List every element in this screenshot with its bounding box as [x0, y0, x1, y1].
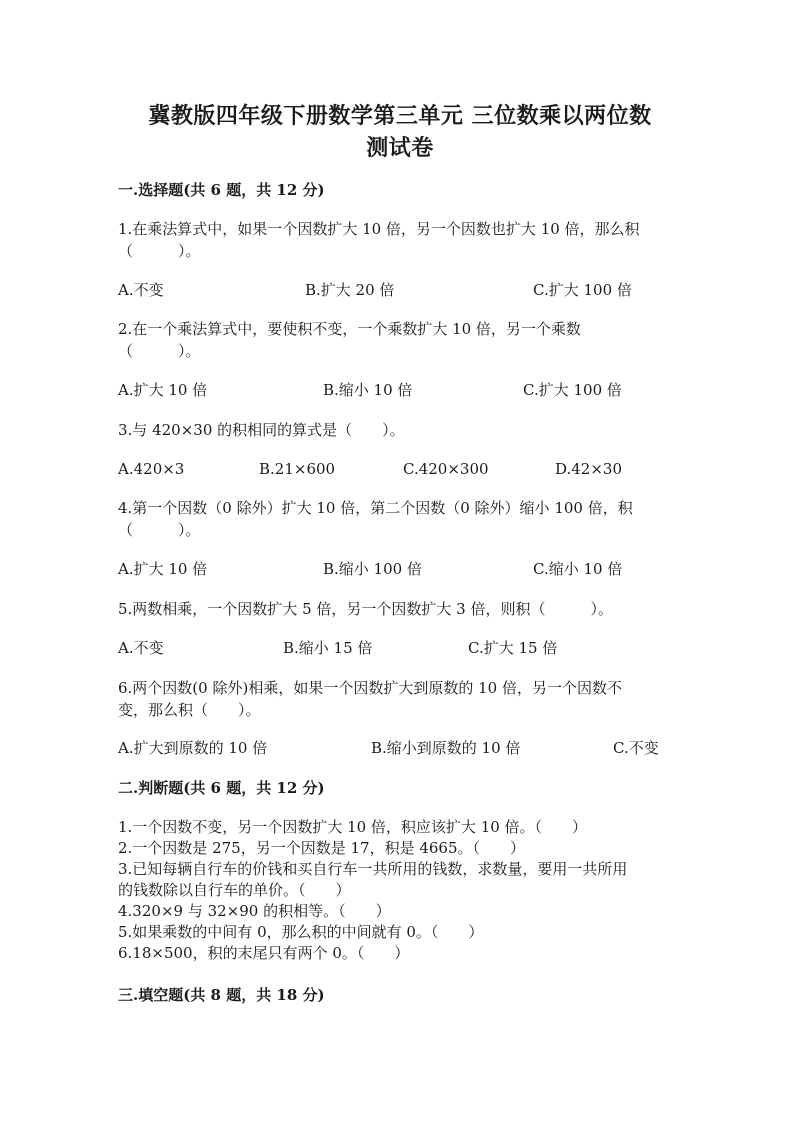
question-1	[118, 218, 678, 262]
judgment-item: 3.已知每辆自行车的价钱和买自行车一共所用的钱数，求数量，要用一共所用	[118, 860, 628, 878]
option-b: B.缩小 10 倍	[323, 381, 413, 399]
option-a: A.420×3	[118, 460, 185, 478]
option-c: C.不变	[613, 739, 659, 757]
section-heading-choice: 一.选择题(共 6 题，共 12 分)	[118, 181, 325, 199]
option-c: C.420×300	[403, 460, 489, 478]
option-a: A.扩大到原数的 10 倍	[118, 739, 268, 757]
judgment-item: 6.18×500，积的末尾只有两个 0。（ ）	[118, 944, 410, 962]
question-text: 3.与 420×30 的积相同的算式是（ ）。	[118, 421, 405, 439]
question-text-continued: 变，那么积（ ）。	[118, 701, 261, 719]
question-text-continued: （ ）。	[118, 342, 201, 360]
question-2	[118, 318, 678, 362]
section-heading-fill-in: 三.填空题(共 8 题，共 18 分)	[118, 986, 325, 1004]
question-text: 5.两数相乘，一个因数扩大 5 倍，另一个因数扩大 3 倍，则积（ ）。	[118, 600, 613, 618]
question-3	[118, 419, 678, 441]
question-text: 4.第一个因数（0 除外）扩大 10 倍，第二个因数（0 除外）缩小 100 倍，积	[118, 499, 633, 517]
question-text-continued: （ ）。	[118, 242, 201, 260]
judgment-item: 4.320×9 与 32×90 的积相等。（ ）	[118, 902, 391, 920]
question-text: 6.两个因数(0 除外)相乘，如果一个因数扩大到原数的 10 倍，另一个因数不	[118, 679, 622, 697]
document-title: 冀教版四年级下册数学第三单元 三位数乘以两位数	[148, 103, 652, 129]
question-text: 1.在乘法算式中，如果一个因数扩大 10 倍，另一个因数也扩大 10 倍，那么积	[118, 220, 640, 238]
question-5	[118, 598, 678, 620]
judgment-item: 2.一个因数是 275，另一个因数是 17，积是 4665。（ ）	[118, 839, 526, 857]
option-b: B.缩小 100 倍	[323, 560, 422, 578]
document-title-continued: 测试卷	[366, 135, 434, 161]
section-heading-judgment: 二.判断题(共 6 题，共 12 分)	[118, 779, 325, 797]
option-a: A.扩大 10 倍	[118, 560, 208, 578]
option-b: B.扩大 20 倍	[305, 281, 395, 299]
judgment-item: 1.一个因数不变，另一个因数扩大 10 倍，积应该扩大 10 倍。（ ）	[118, 818, 588, 836]
question-text-continued: （ ）。	[118, 521, 201, 539]
option-a: A.不变	[118, 281, 164, 299]
judgment-item: 5.如果乘数的中间有 0，那么积的中间就有 0。（ ）	[118, 923, 484, 941]
option-d: D.42×30	[555, 460, 623, 478]
question-4	[118, 497, 678, 541]
question-6	[118, 677, 678, 721]
option-c: C.扩大 100 倍	[533, 281, 632, 299]
option-c: C.缩小 10 倍	[533, 560, 623, 578]
question-text: 2.在一个乘法算式中，要使积不变，一个乘数扩大 10 倍，另一个乘数	[118, 320, 581, 338]
option-b: B.缩小 15 倍	[283, 639, 373, 657]
option-c: C.扩大 100 倍	[523, 381, 622, 399]
option-b: B.缩小到原数的 10 倍	[371, 739, 521, 757]
option-a: A.扩大 10 倍	[118, 381, 208, 399]
option-c: C.扩大 15 倍	[468, 639, 558, 657]
judgment-item-continued: 的钱数除以自行车的单价。（ ）	[118, 881, 351, 899]
option-b: B.21×600	[259, 460, 336, 478]
option-a: A.不变	[118, 639, 164, 657]
